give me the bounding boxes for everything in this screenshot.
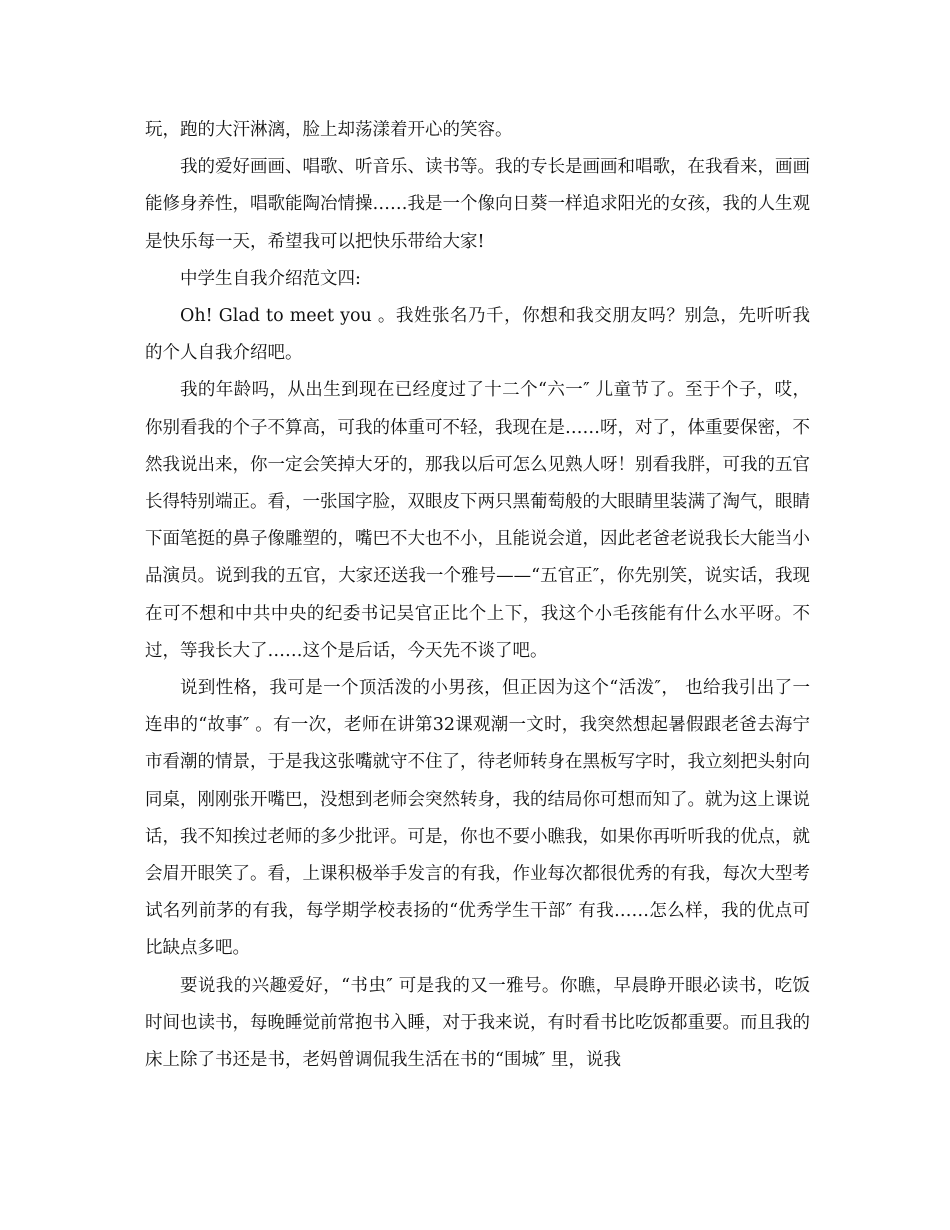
paragraph-6: 要说我的兴趣爱好，“书虫″ 可是我的又一雅号。你瞧，早晨睁开眼必读书，吃饭时间也读书，每晚睡觉前常抱书入睡，对于我来说，有时看书比吃饭都重要。而且我的床上除了书还是书，老妈曾调侃我生活在书的“围城″ 里，说我 — [145, 975, 810, 1071]
paragraph-5: 说到性格，我可是一个顶活泼的小男孩，但正因为这个“活泼″， 也给我引出了一连串的“故事″ 。有一次，老师在讲第32课观潮一文时，我突然想起暑假跟老爸去海宁市看潮的情景，于是我这张嘴就守不住了，待老师转身在黑板写字时，我立刻把头射向同桌，刚刚张开嘴巴，没想到老师会突然转身，我的结局你可想而知了。就为这上课说话，我不知挨过老师的多少批评。可是，你也不要小瞧我，如果你再听听我的优点，就会眉开眼笑了。看，上课积极举手发言的有我，作业每次都很优秀的有我，每次大型考试名列前茅的有我，每学期学校表扬的“优秀学生干部″ 有我……怎么样，我的优点可比缺点多吧。 — [145, 678, 810, 959]
paragraph-3: Oh! Glad to meet you 。我姓张名乃千，你想和我交朋友吗？别急，先听听我的个人自我介绍吧。 — [145, 306, 810, 364]
document-body — [145, 112, 810, 1079]
paragraph-2: 我的爱好画画、唱歌、听音乐、读书等。我的专长是画画和唱歌，在我看来，画画能修身养性，唱歌能陶冶情操……我是一个像向日葵一样追求阳光的女孩，我的人生观是快乐每一天，希望我可以把快乐带给大家! — [145, 157, 810, 252]
section-heading: 中学生自我介绍范文四: — [180, 268, 361, 289]
paragraph-4: 我的年龄吗，从出生到现在已经度过了十二个“六一″ 儿童节了。至于个子，哎，你别看我的个子不算高，可我的体重可不轻，我现在是……呀，对了，体重要保密，不然我说出来，你一定会笑掉大牙的，那我以后可怎么见熟人呀！别看我胖，可我的五官长得特别端正。看，一张国字脸，双眼皮下两只黑葡萄般的大眼睛里装满了淘气，眼睛下面笔挺的鼻子像雕塑的，嘴巴不大也不小，且能说会道，因此老爸老说我长大能当小品演员。说到我的五官，大家还送我一个雅号——“五官正″，你先别笑，说实话，我现在可不想和中共中央的纪委书记吴官正比个上下，我这个小毛孩能有什么水平呀。不过，等我长大了……这个是后话，今天先不谈了吧。 — [145, 380, 810, 661]
paragraph-1: 玩，跑的大汗淋漓，脸上却荡漾着开心的笑容。 — [145, 120, 513, 140]
